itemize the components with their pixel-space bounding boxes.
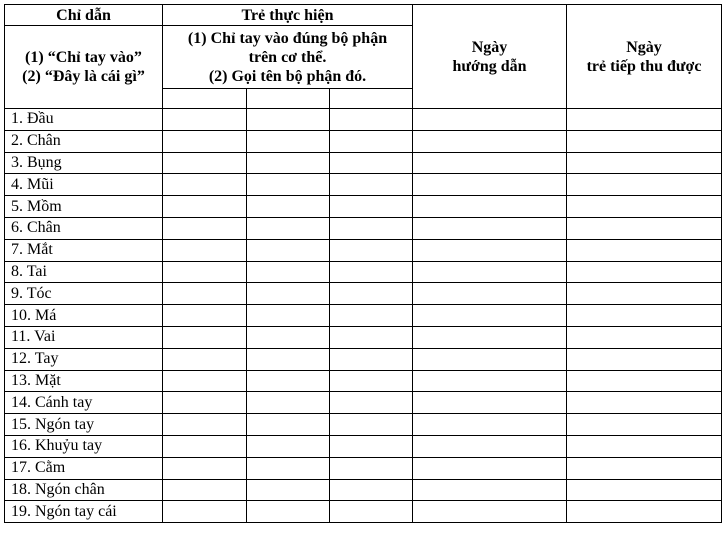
entry-cell[interactable] [163, 392, 247, 414]
body-part-label: 3. Bụng [5, 152, 163, 174]
header-guide-line1: (1) “Chỉ tay vào” [25, 49, 142, 66]
entry-cell[interactable] [163, 261, 247, 283]
table-row [5, 457, 722, 479]
entry-cell[interactable] [247, 305, 330, 327]
entry-cell[interactable] [163, 130, 247, 152]
header-guide-line2: (2) “Đây là cái gì” [22, 68, 145, 85]
entry-cell[interactable] [567, 435, 722, 457]
table-row [5, 370, 722, 392]
entry-cell[interactable] [247, 435, 330, 457]
header-date-guided [413, 5, 567, 109]
table-row [5, 305, 722, 327]
entry-cell[interactable] [163, 196, 247, 218]
table-body [5, 109, 722, 523]
entry-cell[interactable] [567, 283, 722, 305]
entry-cell[interactable] [567, 174, 722, 196]
entry-cell[interactable] [567, 305, 722, 327]
table-row [5, 217, 722, 239]
table-row [5, 196, 722, 218]
entry-cell[interactable] [247, 239, 330, 261]
entry-cell[interactable] [247, 348, 330, 370]
header-date-guided-line1: Ngày [471, 38, 508, 56]
table-row [5, 174, 722, 196]
entry-cell[interactable] [247, 479, 330, 501]
entry-cell[interactable] [247, 501, 330, 523]
header-date-guided-line2: hướng dẫn [452, 57, 527, 75]
entry-cell[interactable] [330, 414, 413, 436]
table-row [5, 479, 722, 501]
entry-cell[interactable] [567, 261, 722, 283]
entry-cell[interactable] [330, 370, 413, 392]
blank-cell [163, 89, 247, 109]
entry-cell[interactable] [567, 152, 722, 174]
entry-cell[interactable] [163, 305, 247, 327]
entry-cell[interactable] [567, 348, 722, 370]
entry-cell[interactable] [163, 217, 247, 239]
body-part-label: 19. Ngón tay cái [5, 501, 163, 523]
table-row [5, 239, 722, 261]
entry-cell[interactable] [330, 479, 413, 501]
entry-cell[interactable] [413, 392, 567, 414]
entry-cell[interactable] [413, 326, 567, 348]
entry-cell[interactable] [567, 239, 722, 261]
entry-cell[interactable] [413, 479, 567, 501]
table-row [5, 261, 722, 283]
entry-cell[interactable] [247, 130, 330, 152]
entry-cell[interactable] [330, 348, 413, 370]
entry-cell[interactable] [247, 326, 330, 348]
entry-cell[interactable] [413, 239, 567, 261]
table-row [5, 130, 722, 152]
table-row [5, 435, 722, 457]
header-child-line2: trên cơ thể. [248, 48, 327, 66]
entry-cell[interactable] [413, 130, 567, 152]
entry-cell[interactable] [247, 283, 330, 305]
entry-cell[interactable] [413, 283, 567, 305]
entry-cell[interactable] [413, 196, 567, 218]
entry-cell[interactable] [247, 109, 330, 131]
entry-cell[interactable] [330, 283, 413, 305]
entry-cell[interactable] [567, 392, 722, 414]
table-row [5, 283, 722, 305]
body-part-label: 9. Tóc [5, 283, 163, 305]
entry-cell[interactable] [163, 457, 247, 479]
header-date-learned-line1: Ngày [626, 38, 662, 56]
entry-cell[interactable] [413, 348, 567, 370]
table-row [5, 109, 722, 131]
table-row [5, 414, 722, 436]
entry-cell[interactable] [413, 305, 567, 327]
body-part-label: 2. Chân [5, 130, 163, 152]
entry-cell[interactable] [163, 435, 247, 457]
entry-cell[interactable] [567, 130, 722, 152]
body-part-label: 11. Vai [5, 326, 163, 348]
entry-cell[interactable] [163, 326, 247, 348]
body-part-label: 5. Mồm [5, 196, 163, 218]
header-guide-instructions [5, 26, 163, 109]
entry-cell[interactable] [330, 326, 413, 348]
blank-cell [247, 89, 330, 109]
entry-cell[interactable] [330, 435, 413, 457]
entry-cell[interactable] [163, 370, 247, 392]
entry-cell[interactable] [567, 196, 722, 218]
entry-cell[interactable] [247, 414, 330, 436]
body-part-label: 1. Đầu [5, 109, 163, 131]
entry-cell[interactable] [413, 414, 567, 436]
body-part-label: 16. Khuỷu tay [5, 435, 163, 457]
entry-cell[interactable] [567, 326, 722, 348]
entry-cell[interactable] [163, 348, 247, 370]
body-part-label: 17. Cằm [5, 457, 163, 479]
body-part-label: 13. Mặt [5, 370, 163, 392]
body-part-label: 10. Má [5, 305, 163, 327]
entry-cell[interactable] [330, 174, 413, 196]
entry-cell[interactable] [330, 457, 413, 479]
entry-cell[interactable] [413, 109, 567, 131]
body-part-label: 6. Chân [5, 217, 163, 239]
body-part-label: 4. Mũi [5, 174, 163, 196]
body-part-label: 15. Ngón tay [5, 414, 163, 436]
entry-cell[interactable] [247, 370, 330, 392]
header-date-learned-line2: trẻ tiếp thu được [586, 57, 702, 75]
header-child-line1: (1) Chỉ tay vào đúng bộ phận [187, 29, 388, 47]
entry-cell[interactable] [567, 217, 722, 239]
checklist-table [4, 4, 722, 523]
table-row [5, 392, 722, 414]
entry-cell[interactable] [330, 217, 413, 239]
entry-cell[interactable] [163, 109, 247, 131]
body-part-label: 14. Cánh tay [5, 392, 163, 414]
entry-cell[interactable] [413, 174, 567, 196]
table-row [5, 501, 722, 523]
entry-cell[interactable] [330, 305, 413, 327]
entry-cell[interactable] [163, 501, 247, 523]
entry-cell[interactable] [413, 152, 567, 174]
entry-cell[interactable] [163, 174, 247, 196]
entry-cell[interactable] [330, 392, 413, 414]
table-row [5, 152, 722, 174]
body-part-label: 12. Tay [5, 348, 163, 370]
entry-cell[interactable] [567, 109, 722, 131]
body-part-label: 18. Ngón chân [5, 479, 163, 501]
entry-cell[interactable] [330, 239, 413, 261]
header-guide-title: Chỉ dẫn [5, 5, 163, 26]
entry-cell[interactable] [567, 479, 722, 501]
entry-cell[interactable] [163, 479, 247, 501]
entry-cell[interactable] [330, 261, 413, 283]
table-row [5, 348, 722, 370]
entry-cell[interactable] [413, 217, 567, 239]
entry-cell[interactable] [163, 152, 247, 174]
table-row [5, 326, 722, 348]
entry-cell[interactable] [247, 392, 330, 414]
entry-cell[interactable] [247, 217, 330, 239]
entry-cell[interactable] [413, 435, 567, 457]
entry-cell[interactable] [247, 196, 330, 218]
entry-cell[interactable] [247, 174, 330, 196]
entry-cell[interactable] [413, 501, 567, 523]
entry-cell[interactable] [330, 130, 413, 152]
entry-cell[interactable] [567, 501, 722, 523]
header-date-learned [567, 5, 722, 109]
header-child-line3: (2) Gọi tên bộ phận đó. [208, 67, 367, 85]
entry-cell[interactable] [247, 261, 330, 283]
body-part-label: 8. Tai [5, 261, 163, 283]
blank-cell [330, 89, 413, 109]
entry-cell[interactable] [567, 370, 722, 392]
entry-cell[interactable] [163, 283, 247, 305]
entry-cell[interactable] [247, 457, 330, 479]
entry-cell[interactable] [330, 152, 413, 174]
entry-cell[interactable] [163, 239, 247, 261]
entry-cell[interactable] [163, 414, 247, 436]
header-child-title: Trẻ thực hiện [163, 5, 413, 26]
entry-cell[interactable] [330, 109, 413, 131]
entry-cell[interactable] [567, 414, 722, 436]
entry-cell[interactable] [247, 152, 330, 174]
header-child-instructions [163, 26, 413, 89]
entry-cell[interactable] [567, 457, 722, 479]
entry-cell[interactable] [330, 501, 413, 523]
entry-cell[interactable] [330, 196, 413, 218]
entry-cell[interactable] [413, 457, 567, 479]
entry-cell[interactable] [413, 370, 567, 392]
entry-cell[interactable] [413, 261, 567, 283]
body-part-label: 7. Mắt [5, 239, 163, 261]
